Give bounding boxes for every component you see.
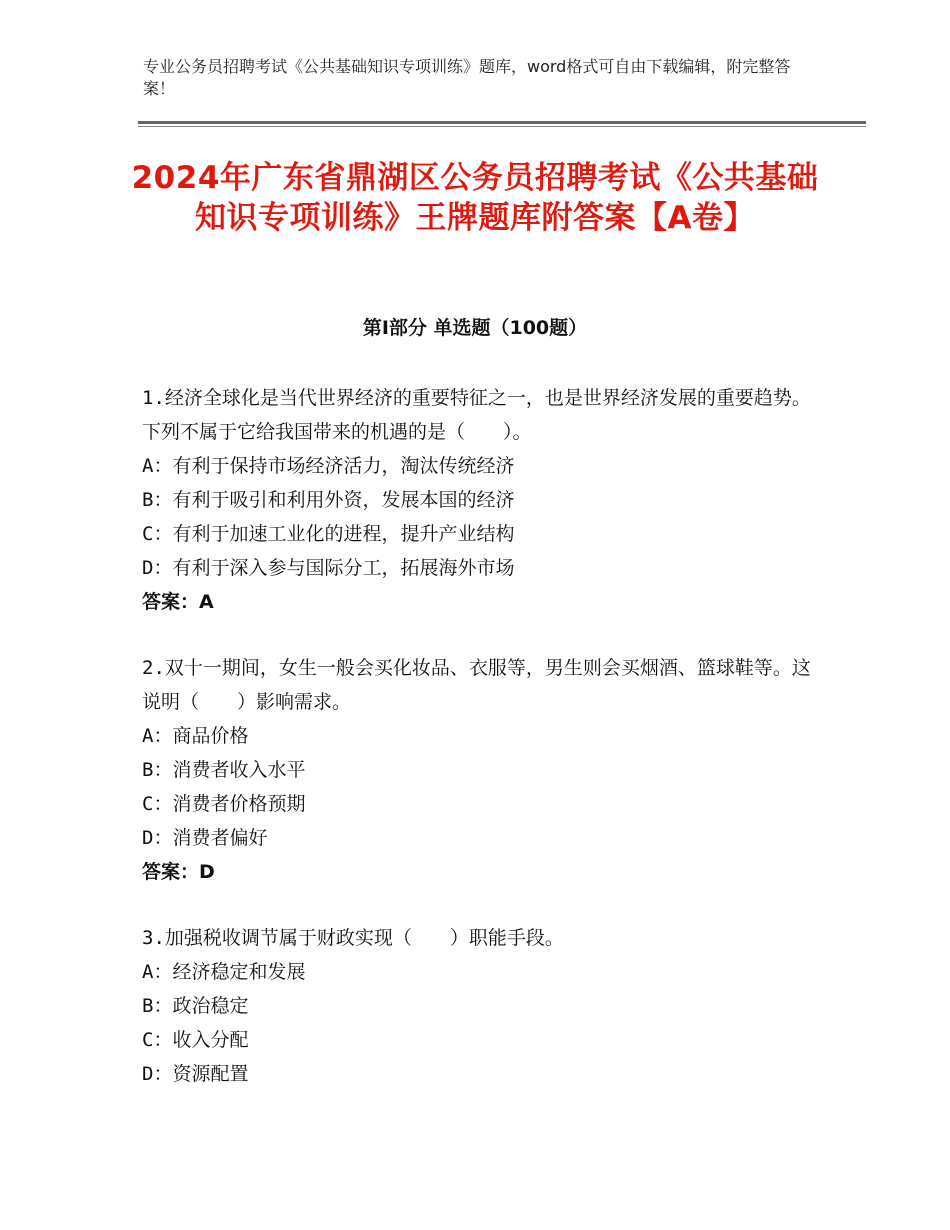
option-a: A：经济稳定和发展 (142, 961, 306, 983)
header-note: 专业公务员招聘考试《公共基础知识专项训练》题库，word格式可自由下载编辑，附完整答案！ (143, 57, 791, 98)
answer: 答案：D (142, 861, 215, 883)
question-3 (142, 921, 812, 1091)
option-d: D：有利于深入参与国际分工，拓展海外市场 (142, 557, 515, 579)
header-rule-thin (138, 126, 866, 127)
question-stem: 2.双十一期间，女生一般会买化妆品、衣服等，男生则会买烟酒、篮球鞋等。这说明（ ）影响需求。 (142, 657, 811, 713)
question-stem: 3.加强税收调节属于财政实现（ ）职能手段。 (142, 927, 564, 949)
answer: 答案：A (142, 591, 214, 613)
option-c: C：收入分配 (142, 1029, 249, 1051)
option-a: A：商品价格 (142, 725, 249, 747)
question-list (142, 381, 812, 1123)
option-b: B：有利于吸引和利用外资，发展本国的经济 (142, 489, 515, 511)
option-d: D：资源配置 (142, 1063, 249, 1085)
option-b: B：消费者收入水平 (142, 759, 306, 781)
option-a: A：有利于保持市场经济活力，淘汰传统经济 (142, 455, 515, 477)
question-2 (142, 651, 812, 889)
question-1 (142, 381, 812, 619)
option-b: B：政治稳定 (142, 995, 249, 1017)
document-title: 2024年广东省鼎湖区公务员招聘考试《公共基础知识专项训练》王牌题库附答案【A卷】 (131, 160, 819, 236)
question-stem: 1.经济全球化是当代世界经济的重要特征之一，也是世界经济发展的重要趋势。下列不属于它给我国带来的机遇的是（ ）。 (142, 387, 811, 443)
option-c: C：消费者价格预期 (142, 793, 306, 815)
option-d: D：消费者偏好 (142, 827, 268, 849)
option-c: C：有利于加速工业化的进程，提升产业结构 (142, 523, 515, 545)
header-rule (138, 121, 866, 124)
section-title: 第Ⅰ部分 单选题（100题） (362, 317, 588, 339)
